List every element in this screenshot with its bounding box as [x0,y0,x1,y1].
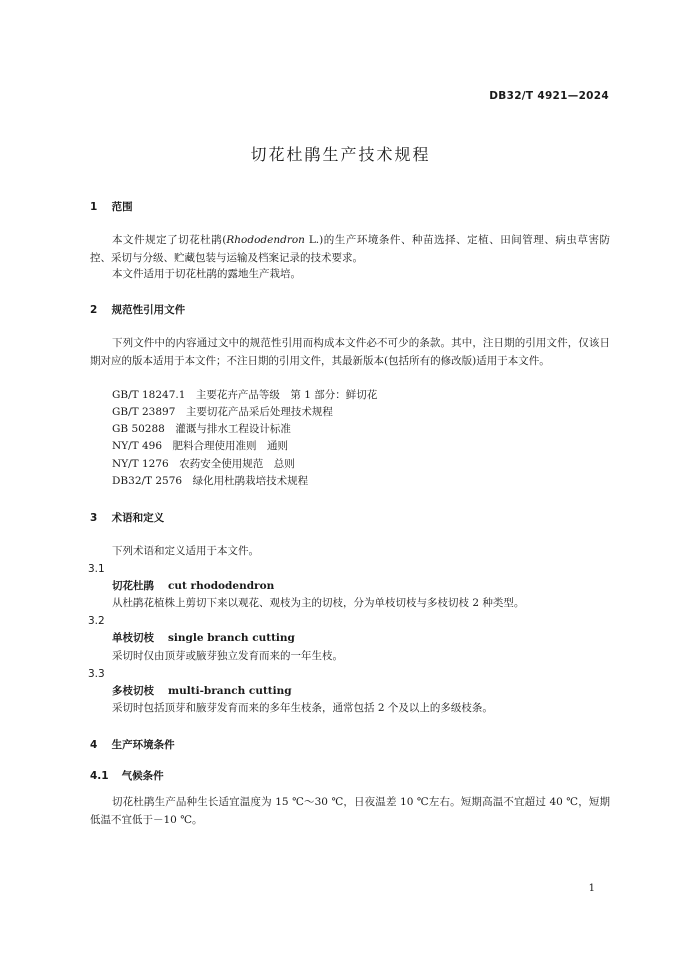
term-definition: 采切时包括顶芽和腋芽发育而来的多年生枝条，通常包括 2 个及以上的多级枝条。 [112,702,493,714]
reference-item: DB32/T 2576 绿化用杜鹃栽培技术规程 [112,475,309,487]
subsection-4-1-heading [90,768,164,785]
section-1-paragraph-2: 本文件适用于切花杜鹃的露地生产栽培。 [112,268,301,280]
section-3-heading [90,510,164,527]
section-1-paragraph-1 [90,232,610,267]
section-title: 术语和定义 [111,512,165,524]
page-number: 1 [588,883,595,894]
text-run: L.)的生产环境条件、种苗选择、定植、田间管理、病虫草害防控、采切与分级、贮藏包装与运输及档案记录的技术要求。 [90,234,610,264]
reference-item: GB/T 18247.1 主要花卉产品等级 第 1 部分：鲜切花 [112,389,378,401]
reference-item: NY/T 1276 农药安全使用规范 总则 [112,458,295,470]
section-number: 3 [90,512,98,524]
term-title [112,630,295,647]
term-definition: 采切时仅由顶芽或腋芽独立发育而来的一年生枝。 [112,650,343,662]
term-zh: 多枝切枝 [112,685,154,697]
subsection-number: 4.1 [90,770,109,782]
latin-name: Rhododendron [226,234,305,246]
section-number: 1 [90,201,98,213]
document-code: DB32/T 4921—2024 [489,90,609,102]
term-zh: 单枝切枝 [112,632,154,644]
term-en: multi-branch cutting [168,685,292,697]
reference-item: GB/T 23897 主要切花产品采后处理技术规程 [112,406,333,418]
term-title [112,683,292,700]
term-definition: 从杜鹃花植株上剪切下来以观花、观枝为主的切枝，分为单枝切枝与多枝切枝 2 种类型。 [112,597,525,609]
subsection-4-1-paragraph: 切花杜鹃生产品种生长适宜温度为 15 ℃～30 ℃，日夜温差 10 ℃左右。短期高温不宜超过 40 ℃，短期低温不宜低于－10 ℃。 [90,796,610,826]
term-zh: 切花杜鹃 [112,580,154,592]
term-title [112,578,274,595]
section-title: 规范性引用文件 [111,304,186,316]
term-number: 3.1 [88,563,105,575]
term-number: 3.2 [88,615,105,627]
reference-item: NY/T 496 肥料合理使用准则 通则 [112,440,289,452]
text-run: 本文件规定了切花杜鹃( [112,234,227,246]
section-2-paragraph-1: 下列文件中的内容通过文中的规范性引用而构成本文件必不可少的条款。其中，注日期的引用文件，仅该日期对应的版本适用于本文件；不注日期的引用文件，其最新版本(包括所有的修改版)适用于本文件。 [90,337,610,367]
section-1-heading [90,199,133,216]
section-title: 生产环境条件 [111,739,175,751]
term-number: 3.3 [88,668,105,680]
term-en: cut rhododendron [168,580,275,592]
section-4-heading [90,737,175,754]
section-2-heading [90,302,185,319]
page-title: 切花杜鹃生产技术规程 [250,145,431,164]
subsection-title: 气候条件 [121,770,164,782]
section-number: 4 [90,739,98,751]
reference-item: GB 50288 灌溉与排水工程设计标准 [112,423,291,435]
section-number: 2 [90,304,98,316]
section-title: 范围 [111,201,133,213]
section-3-intro: 下列术语和定义适用于本文件。 [112,545,259,557]
term-en: single branch cutting [168,632,295,644]
